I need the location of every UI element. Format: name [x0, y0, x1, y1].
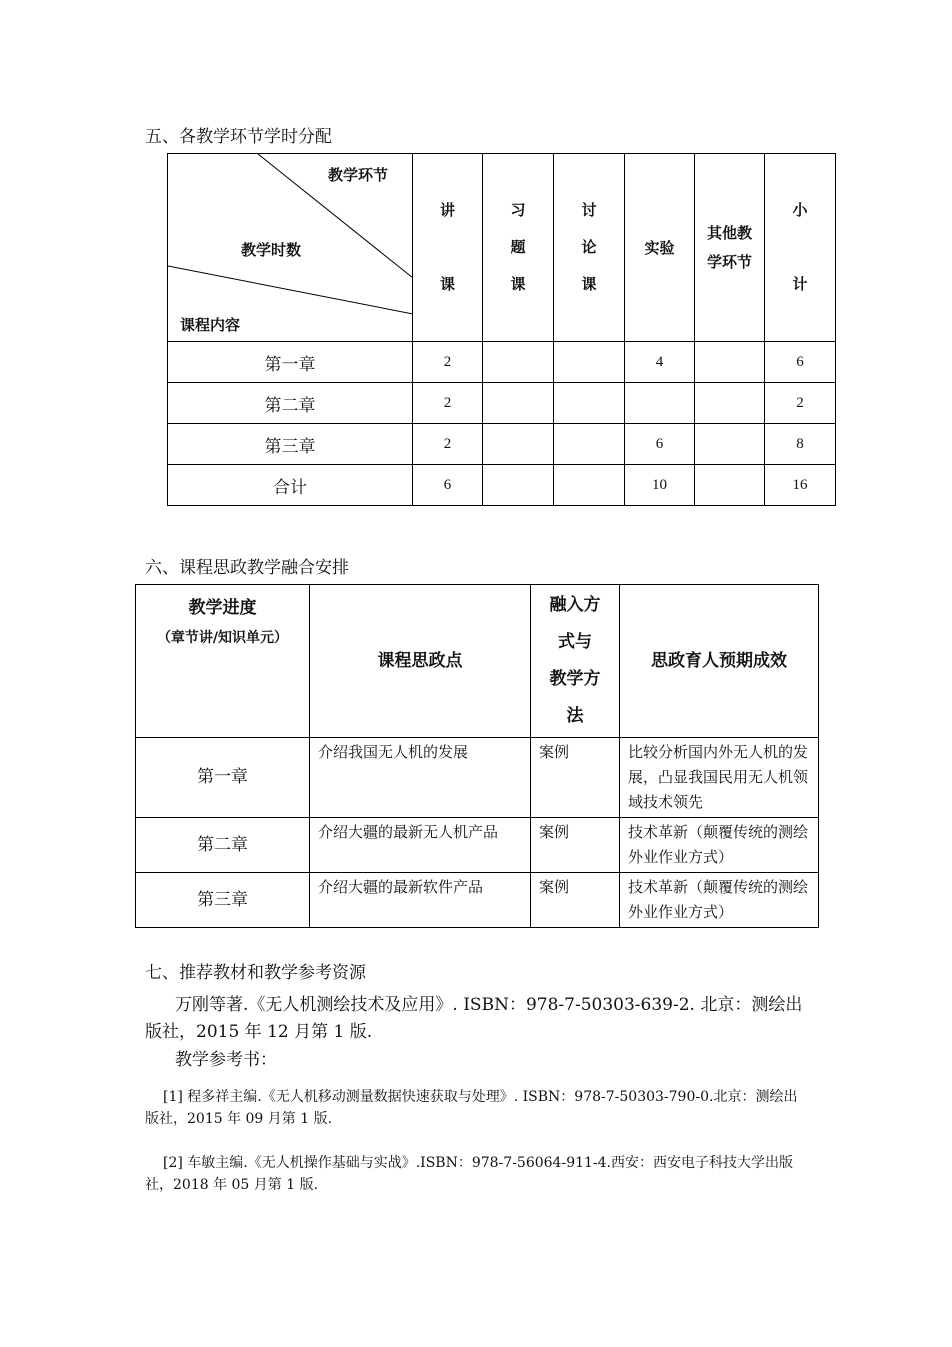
col-char: 讲	[439, 201, 455, 219]
table-row	[168, 342, 836, 383]
col-char: 课	[581, 275, 597, 293]
diag-label-mid: 教学时数	[241, 241, 302, 259]
row-chapter: 第三章	[168, 424, 413, 465]
row-chapter: 第一章	[136, 738, 310, 818]
col-char: 实验	[644, 239, 675, 257]
row-method: 案例	[531, 818, 620, 873]
cell	[695, 465, 765, 506]
col-char: 讨	[581, 201, 597, 219]
row-chapter: 第一章	[168, 342, 413, 383]
ideology-table-header	[136, 585, 819, 738]
header-point: 课程思政点	[310, 585, 531, 738]
cell	[695, 383, 765, 424]
cell: 4	[625, 342, 695, 383]
col-char: 学环节	[706, 252, 752, 271]
cell	[554, 383, 625, 424]
col-char: 小	[792, 201, 808, 219]
row-effect: 比较分析国内外无人机的发展，凸显我国民用无人机领域技术领先	[620, 738, 819, 818]
table-row	[168, 383, 836, 424]
table-row	[136, 818, 819, 873]
row-chapter: 合计	[168, 465, 413, 506]
row-chapter: 第二章	[168, 383, 413, 424]
row-chapter: 第三章	[136, 873, 310, 928]
diag-label-bottom: 课程内容	[180, 316, 241, 334]
row-method: 案例	[531, 738, 620, 818]
cell: 8	[765, 424, 836, 465]
col-char: 习	[510, 201, 526, 219]
row-effect: 技术革新（颠覆传统的测绘外业作业方式）	[620, 818, 819, 873]
table-row-total	[168, 465, 836, 506]
cell	[554, 342, 625, 383]
cell: 2	[413, 424, 483, 465]
col-header-experiment	[625, 154, 695, 342]
header-method-line: 法	[566, 706, 584, 726]
cell	[483, 424, 554, 465]
col-header-other	[695, 154, 765, 342]
cell: 6	[765, 342, 836, 383]
row-point: 介绍大疆的最新无人机产品	[310, 818, 531, 873]
cell: 2	[413, 342, 483, 383]
cell	[483, 465, 554, 506]
col-header-discussion	[554, 154, 625, 342]
table-row	[168, 424, 836, 465]
row-chapter: 第二章	[136, 818, 310, 873]
col-char: 论	[581, 238, 597, 256]
cell	[554, 424, 625, 465]
ideology-table	[135, 584, 819, 928]
cell: 2	[765, 383, 836, 424]
hours-table-header	[168, 154, 836, 342]
cell	[625, 383, 695, 424]
table-row	[136, 873, 819, 928]
table-row	[136, 738, 819, 818]
header-progress-line1: 教学进度	[188, 598, 257, 618]
header-method-line: 式与	[558, 632, 592, 652]
cell	[695, 424, 765, 465]
cell	[554, 465, 625, 506]
col-header-subtotal	[765, 154, 836, 342]
header-progress-line2: （章节讲/知识单元）	[156, 630, 289, 646]
header-effect: 思政育人预期成效	[620, 585, 819, 738]
row-method: 案例	[531, 873, 620, 928]
textbook-entry: 万刚等著.《无人机测绘技术及应用》. ISBN：978-7-50303-639-2. 北京：测绘出版社，2015 年 12 月第 1 版.	[145, 995, 803, 1042]
row-point: 介绍我国无人机的发展	[310, 738, 531, 818]
col-header-exercise	[483, 154, 554, 342]
diag-label-top: 教学环节	[328, 166, 389, 184]
reference-item: [1] 程多祥主编.《无人机移动测量数据快速获取与处理》. ISBN：978-7-50303-790-0.北京：测绘出版社，2015 年 09 月第 1 版.	[145, 1089, 798, 1127]
cell	[483, 342, 554, 383]
cell	[695, 342, 765, 383]
cell: 6	[625, 424, 695, 465]
cell: 16	[765, 465, 836, 506]
cell: 10	[625, 465, 695, 506]
section6-heading: 六、课程思政教学融合安排	[145, 558, 349, 578]
header-method	[531, 585, 620, 738]
header-method-line: 融入方	[549, 595, 601, 615]
diagonal-header-cell	[168, 154, 413, 342]
reference-title: 教学参考书：	[175, 1050, 277, 1070]
row-effect: 技术革新（颠覆传统的测绘外业作业方式）	[620, 873, 819, 928]
cell: 2	[413, 383, 483, 424]
col-char: 课	[439, 275, 455, 293]
col-char: 题	[510, 238, 526, 256]
header-progress	[136, 585, 310, 738]
hours-table	[167, 153, 836, 506]
section5-heading: 五、各教学环节学时分配	[145, 127, 332, 147]
col-char: 计	[792, 275, 808, 293]
col-header-lecture	[413, 154, 483, 342]
col-char: 其他教	[706, 223, 752, 242]
row-point: 介绍大疆的最新软件产品	[310, 873, 531, 928]
header-method-line: 教学方	[549, 669, 601, 689]
reference-item: [2] 车敏主编.《无人机操作基础与实战》.ISBN：978-7-56064-911-4.西安：西安电子科技大学出版社，2018 年 05 月第 1 版.	[145, 1155, 794, 1193]
col-char: 课	[510, 275, 526, 293]
section7-heading: 七、推荐教材和教学参考资源	[145, 963, 366, 983]
cell: 6	[413, 465, 483, 506]
cell	[483, 383, 554, 424]
